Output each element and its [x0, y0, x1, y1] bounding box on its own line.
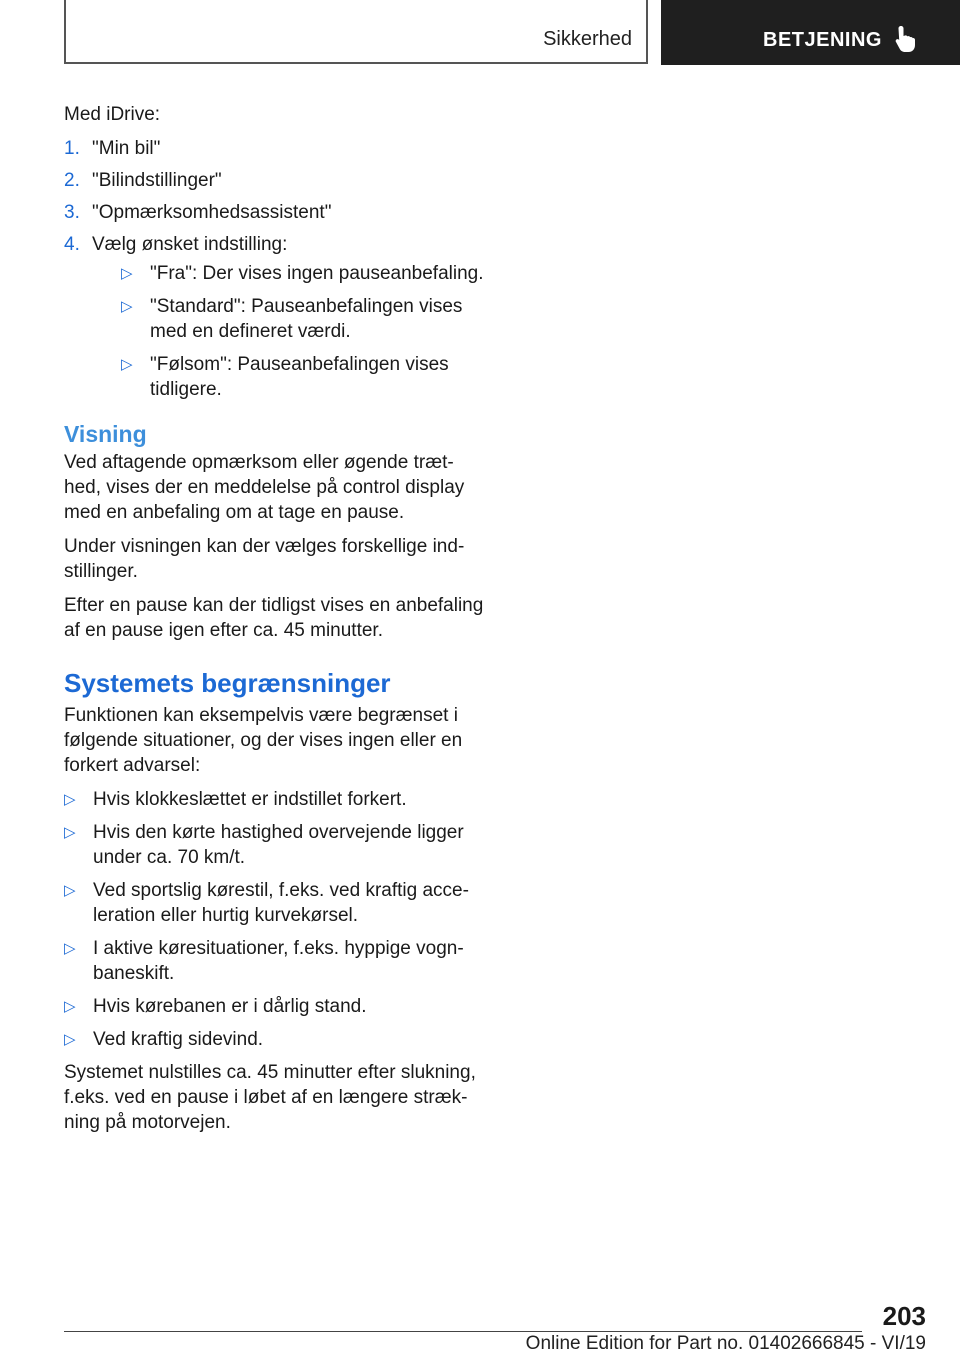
step-text: "Min bil" — [92, 138, 161, 159]
paragraph: Funktionen kan eksempelvis være begrænset i følgende situationer, og der vises ingen eller en forkert advarsel: — [64, 705, 463, 776]
footer-divider — [64, 1331, 862, 1332]
limits-list — [64, 787, 484, 1052]
option-text: "Fra": Der vises ingen pauseanbefaling. — [150, 263, 484, 284]
limit-text: Ved sportslig kørestil, f.eks. ved kraftig acceleration eller hurtig kurvekørsel. — [93, 880, 469, 926]
limit-text: Hvis klokkeslættet er indstillet forkert. — [93, 789, 407, 810]
chapter-title: BETJENING — [763, 29, 882, 51]
paragraph: Ved aftagende opmærksom eller øgende træthed, vises der en meddelelse på control display med en anbefaling om at tage en pause. — [64, 452, 465, 523]
triangle-bullet-icon: ▷ — [64, 791, 76, 808]
list-item — [64, 994, 484, 1019]
triangle-bullet-icon: ▷ — [121, 265, 133, 282]
limit-text: Ved kraftig sidevind. — [93, 1029, 264, 1050]
limits-heading: Systemets begrænsninger — [64, 668, 391, 698]
header-section-tab — [64, 0, 648, 64]
paragraph: Under visningen kan der vælges forskellige indstillinger. — [64, 536, 465, 582]
list-item — [64, 820, 484, 870]
step-number: 2. — [64, 170, 80, 191]
triangle-bullet-icon: ▷ — [64, 824, 76, 841]
triangle-bullet-icon: ▷ — [64, 882, 76, 899]
step-item — [64, 200, 484, 225]
steps-list — [64, 136, 484, 402]
limit-text: Hvis den kørte hastighed overvejende ligger under ca. 70 km/t. — [93, 822, 464, 868]
step-item — [64, 168, 484, 193]
page-number: 203 — [882, 1301, 926, 1331]
triangle-bullet-icon: ▷ — [121, 356, 133, 373]
step-number: 4. — [64, 234, 80, 255]
step-item — [64, 232, 484, 402]
triangle-bullet-icon: ▷ — [64, 998, 76, 1015]
option-text: "Følsom": Pauseanbefalingen vises tidligere. — [150, 354, 449, 400]
paragraph: Systemet nulstilles ca. 45 minutter efter slukning, f.eks. ved en pause i løbet af en længere strækning på motorvejen. — [64, 1062, 476, 1133]
limit-text: I aktive køresituationer, f.eks. hyppige vognbaneskift. — [93, 938, 464, 984]
pointing-hand-icon — [894, 25, 920, 53]
list-item — [64, 787, 484, 812]
triangle-bullet-icon: ▷ — [64, 1031, 76, 1048]
list-item — [121, 294, 484, 344]
step-text: "Bilindstillinger" — [92, 170, 222, 191]
step-text: "Opmærksomhedsassistent" — [92, 202, 332, 223]
list-item — [64, 1027, 484, 1052]
step-number: 1. — [64, 138, 80, 159]
list-item — [64, 936, 484, 986]
triangle-bullet-icon: ▷ — [121, 298, 133, 315]
list-item — [121, 352, 484, 402]
section-title: Sikkerhed — [543, 28, 632, 50]
footer-edition: Online Edition for Part no. 01402666845 - VI/19 — [525, 1333, 926, 1354]
intro-text: Med iDrive: — [64, 104, 161, 125]
step-text: Vælg ønsket indstilling: — [92, 234, 288, 255]
visning-heading: Visning — [64, 421, 147, 447]
step-item — [64, 136, 484, 161]
options-list — [121, 261, 484, 402]
triangle-bullet-icon: ▷ — [64, 940, 76, 957]
page-content — [64, 102, 484, 1144]
paragraph: Efter en pause kan der tidligst vises en anbefaling af en pause igen efter ca. 45 minutter. — [64, 595, 484, 641]
list-item — [121, 261, 484, 286]
option-text: "Standard": Pauseanbefalingen vises med en defineret værdi. — [150, 296, 463, 342]
step-number: 3. — [64, 202, 80, 223]
header-chapter-tab — [661, 0, 960, 65]
limit-text: Hvis kørebanen er i dårlig stand. — [93, 996, 367, 1017]
list-item — [64, 878, 484, 928]
